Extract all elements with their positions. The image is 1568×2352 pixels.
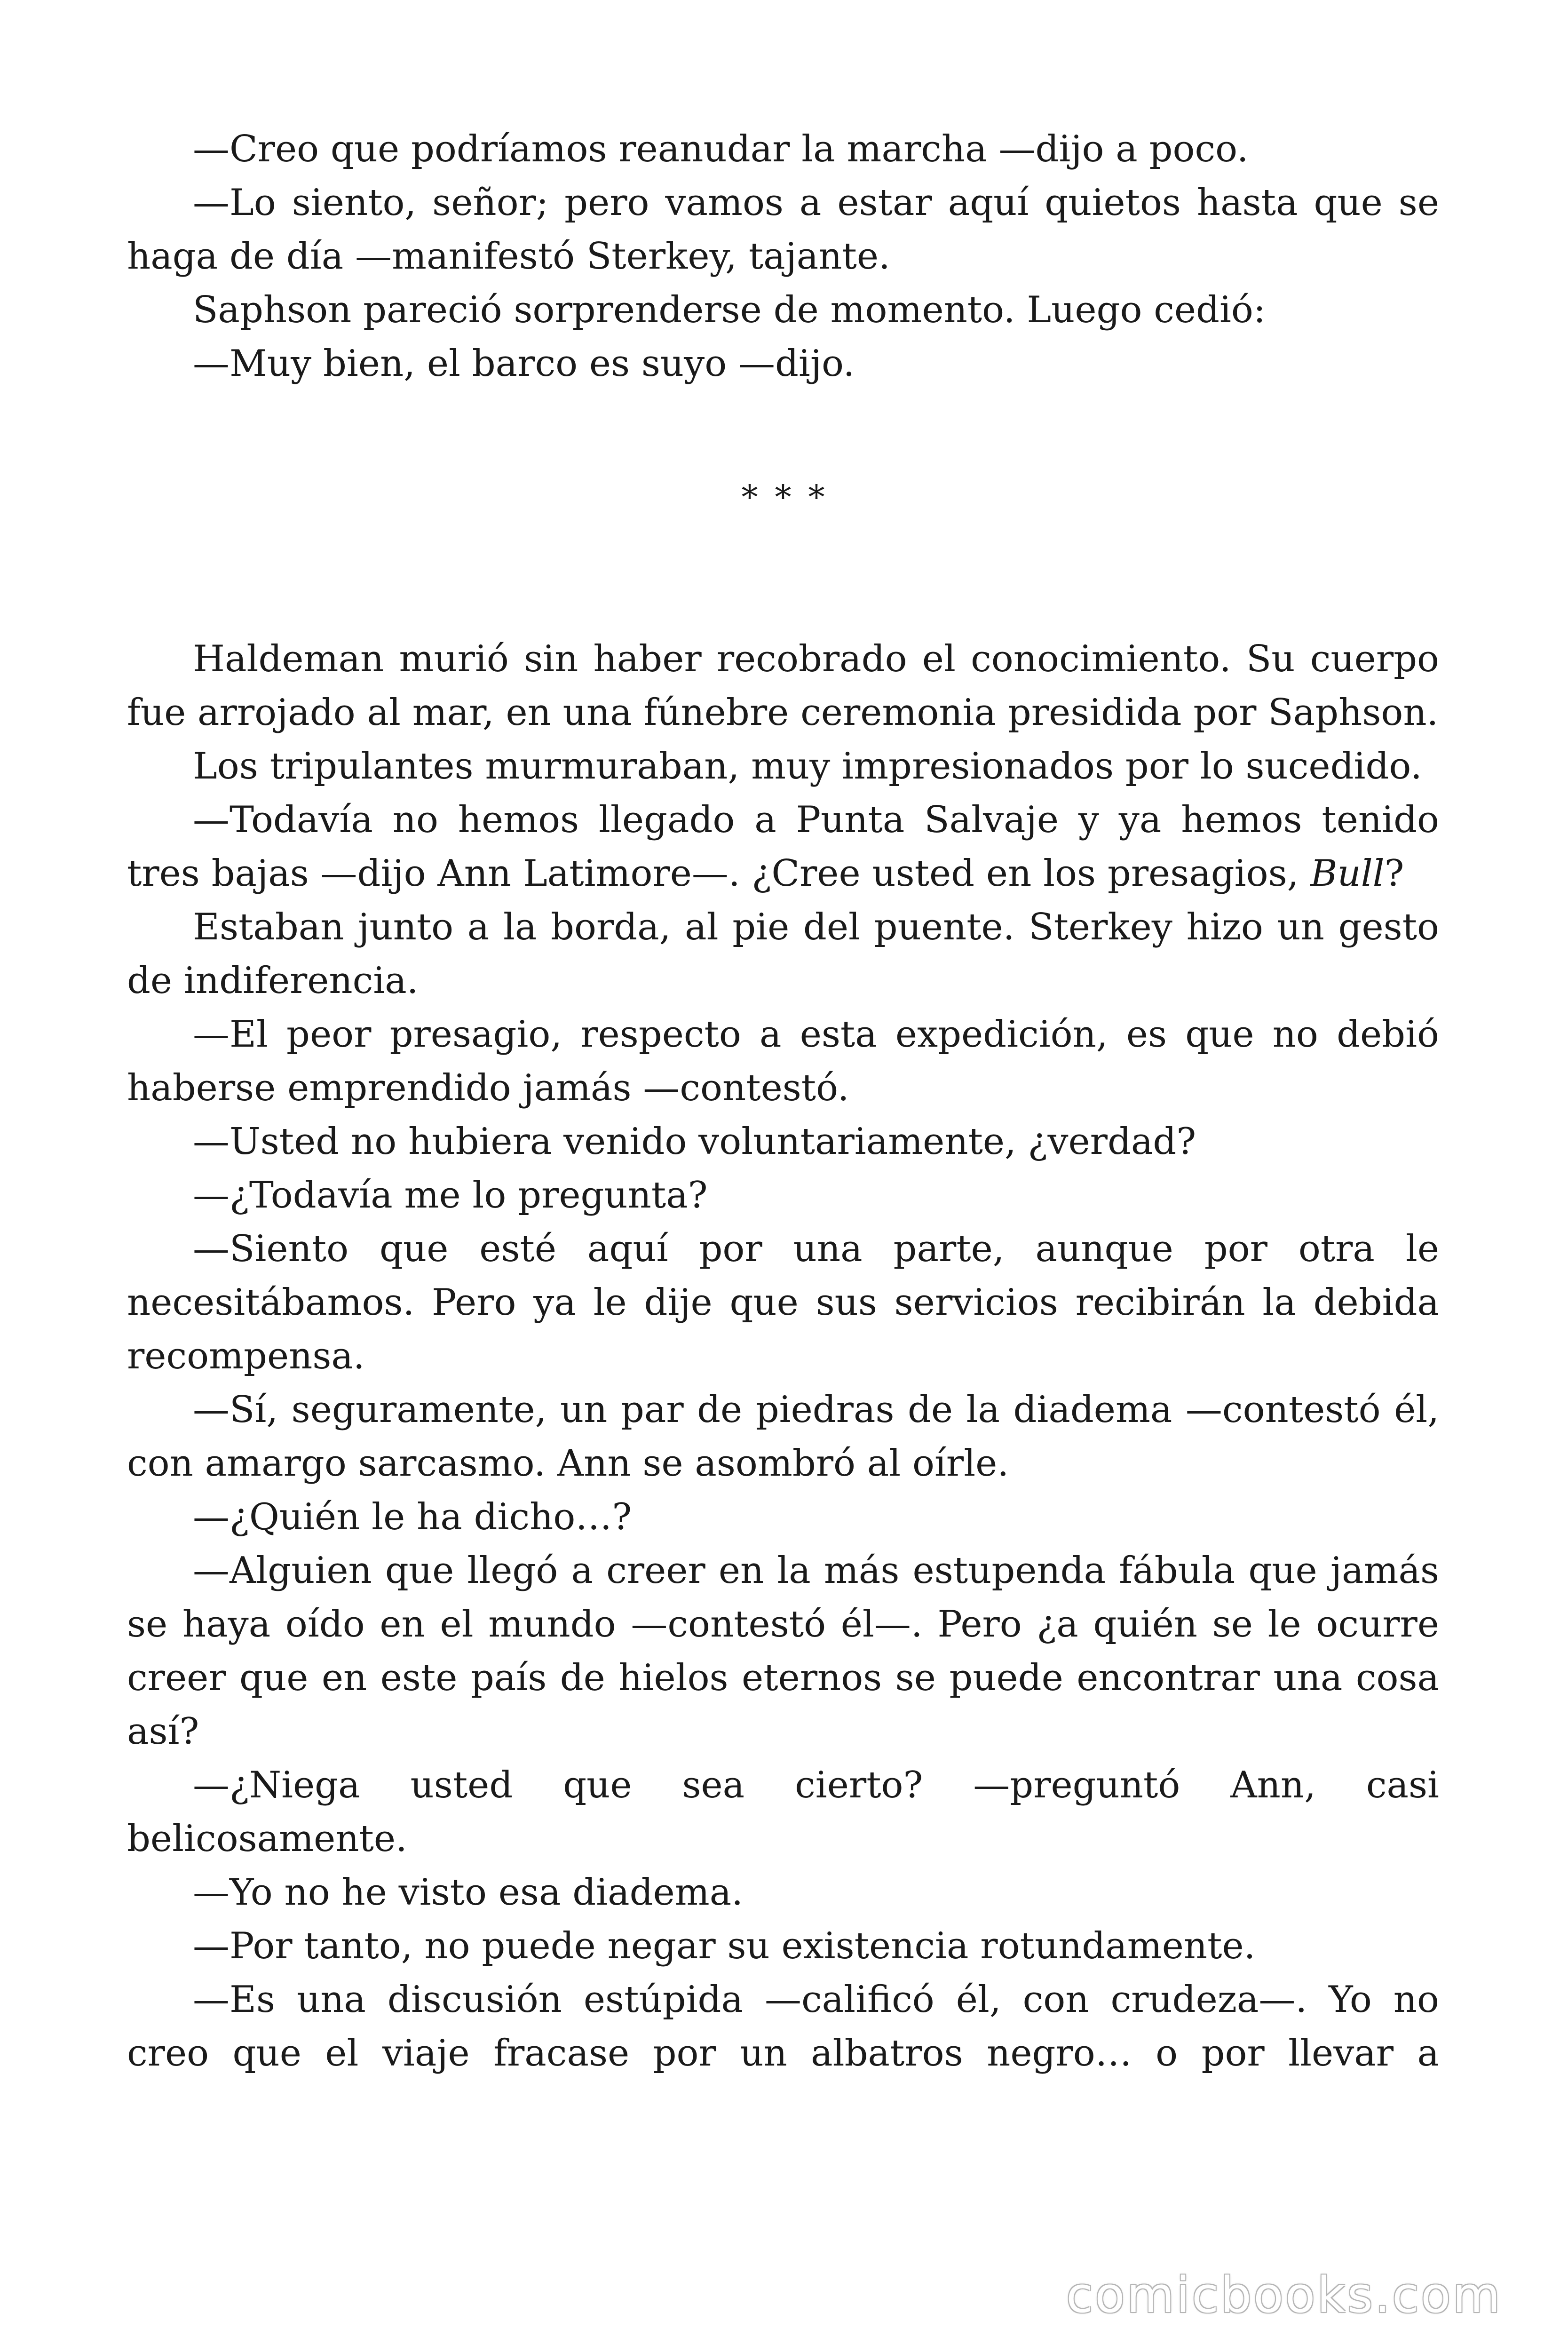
paragraph: —Usted no hubiera venido voluntariamente, ¿verdad? xyxy=(193,1120,1196,1163)
paragraph: —Muy bien, el barco es suyo —dijo. xyxy=(193,342,855,385)
italic-word: Bull xyxy=(1310,852,1385,895)
paragraph-text: ? xyxy=(1384,852,1404,895)
paragraph-with-italic xyxy=(127,793,1439,900)
paragraph: —Sí, seguramente, un par de piedras de la diadema —contestó él, con amargo sarcasmo. Ann se asombró al oírle. xyxy=(127,1389,1439,1485)
paragraph-continues: —Es una discusión estúpida —calificó él, con crudeza—. Yo no creo que el viaje fracase por un albatros negro… o por llevar a xyxy=(127,1979,1439,2074)
paragraph: —¿Todavía me lo pregunta? xyxy=(193,1174,708,1216)
paragraph: —El peor presagio, respecto a esta expedición, es que no debió haberse emprendido jamás —contestó. xyxy=(127,1013,1439,1109)
section-separator: *** xyxy=(741,478,842,516)
paragraph: Haldeman murió sin haber recobrado el conocimiento. Su cuerpo fue arrojado al mar, en una fúnebre ceremonia presidida por Saphson. xyxy=(127,638,1439,734)
book-page xyxy=(127,122,1439,2080)
paragraph: —¿Niega usted que sea cierto? —preguntó Ann, casi belicosamente. xyxy=(127,1764,1439,1860)
paragraph: Los tripulantes murmuraban, muy impresionados por lo sucedido. xyxy=(193,745,1422,787)
paragraph: Estaban junto a la borda, al pie del puente. Sterkey hizo un gesto de indiferencia. xyxy=(127,906,1439,1002)
paragraph: —Lo siento, señor; pero vamos a estar aquí quietos hasta que se haga de día —manifestó Sterkey, tajante. xyxy=(127,182,1439,278)
watermark: comicbooks.com xyxy=(1066,2266,1502,2324)
paragraph: —Siento que esté aquí por una parte, aunque por otra le necesitábamos. Pero ya le dije que sus servicios recibirán la debida recompensa. xyxy=(127,1228,1439,1377)
paragraph: —Creo que podríamos reanudar la marcha —dijo a poco. xyxy=(193,128,1249,170)
paragraph: —Alguien que llegó a creer en la más estupenda fábula que jamás se haya oído en el mundo —contestó él—. Pero ¿a quién se le ocurre creer que en este país de hielos eternos se puede encontrar una cosa así? xyxy=(127,1549,1439,1753)
paragraph: Saphson pareció sorprenderse de momento. Luego cedió: xyxy=(193,289,1266,331)
paragraph: —¿Quién le ha dicho…? xyxy=(193,1496,632,1538)
paragraph: —Por tanto, no puede negar su existencia rotundamente. xyxy=(193,1925,1256,1967)
paragraph: —Yo no he visto esa diadema. xyxy=(193,1871,743,1914)
paragraph-text: —Todavía no hemos llegado a Punta Salvaje y ya hemos tenido tres bajas —dijo Ann Latimore—. ¿Cree usted en los presagios, xyxy=(127,799,1439,895)
